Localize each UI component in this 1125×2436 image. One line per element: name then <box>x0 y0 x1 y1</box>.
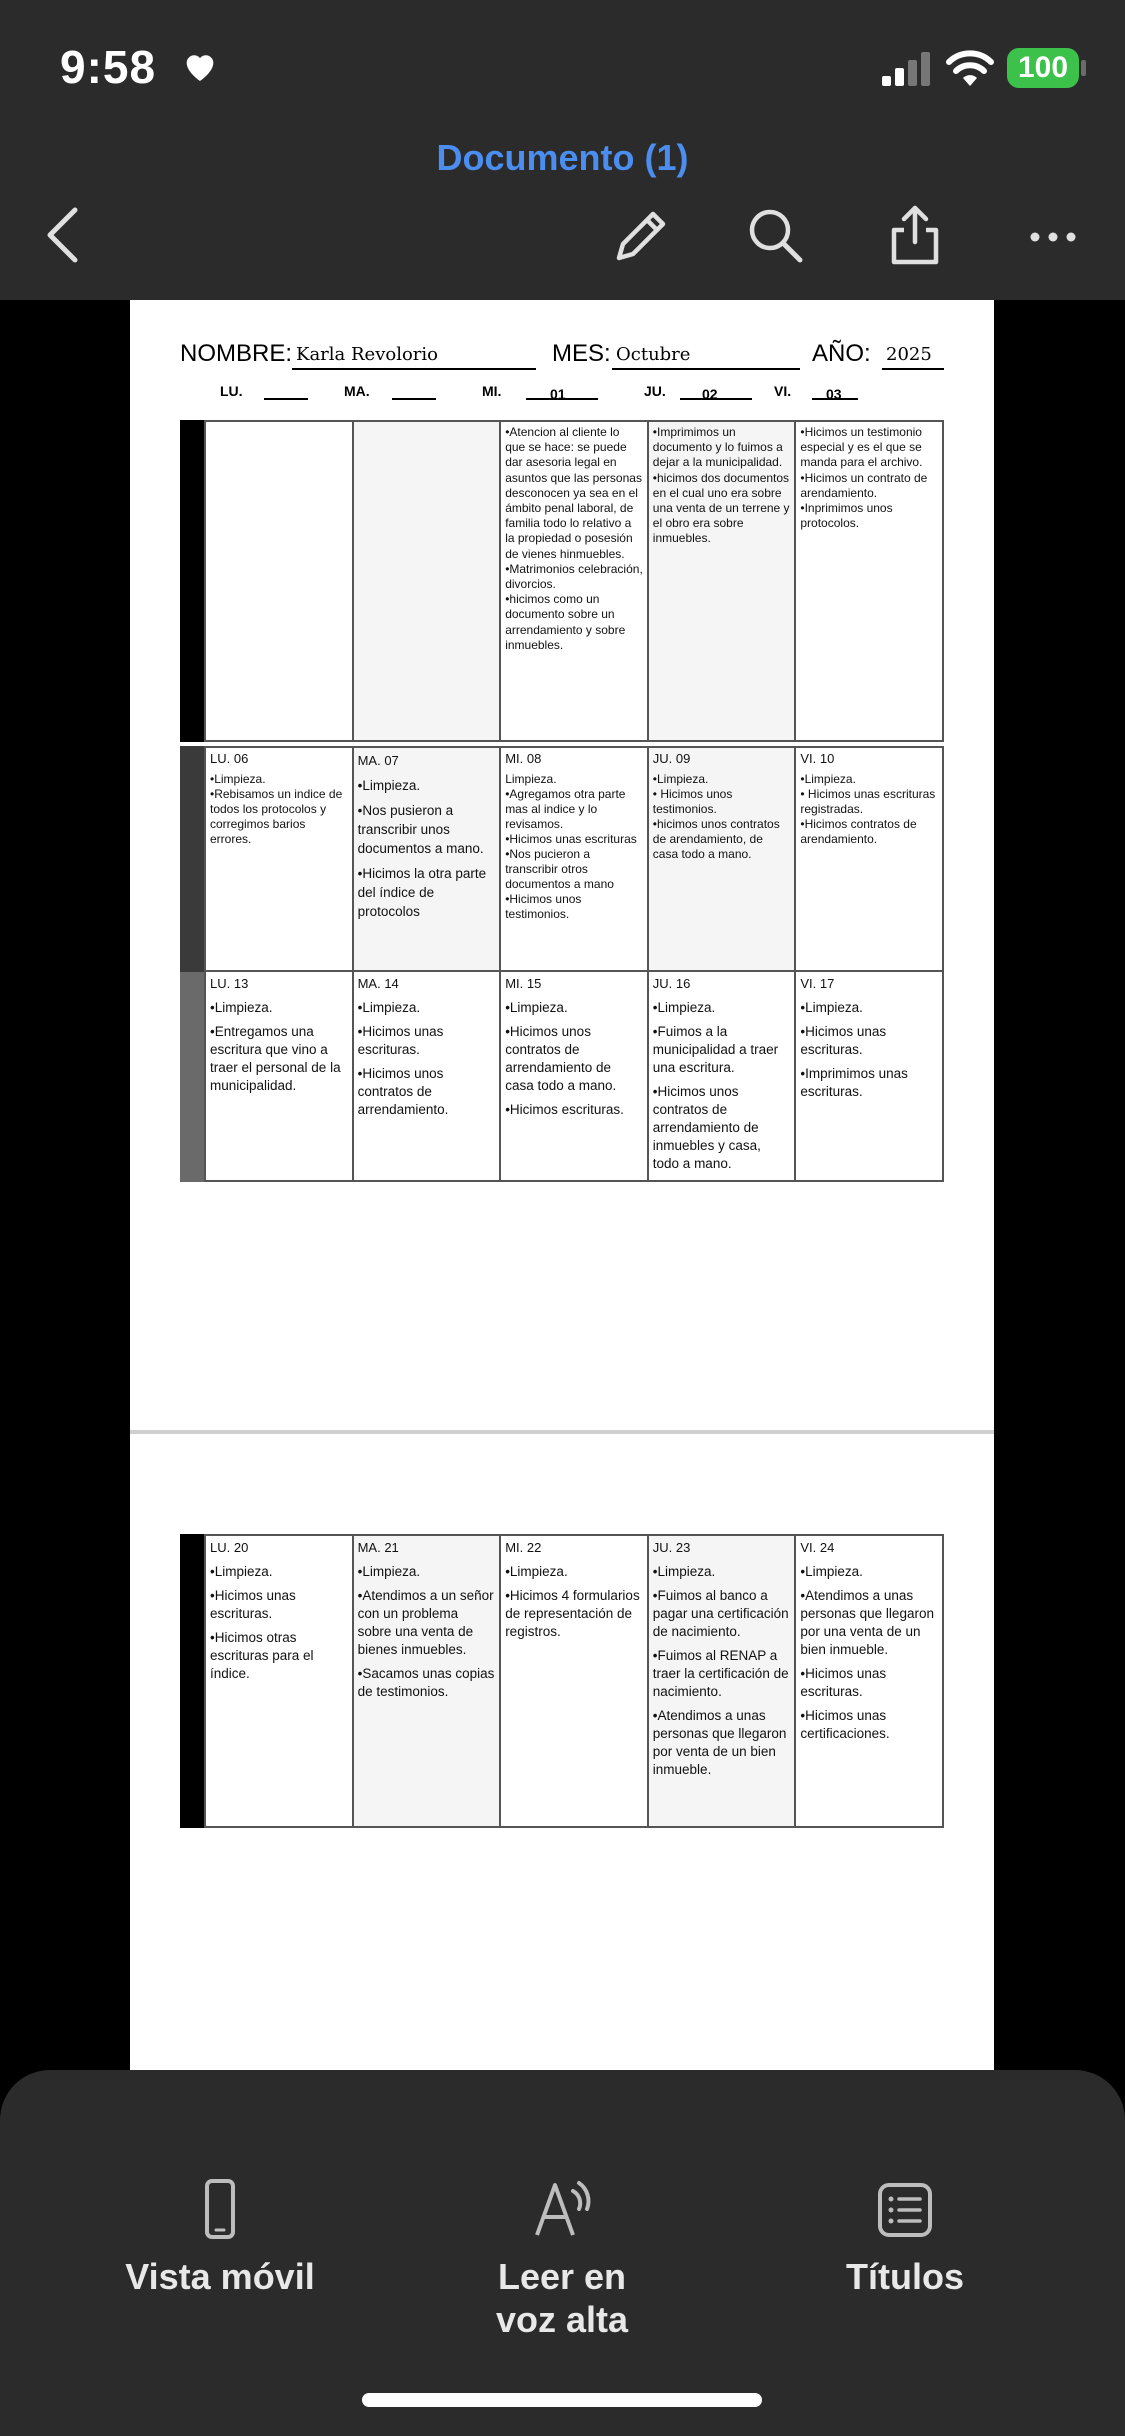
day-num-mi: 01 <box>550 386 566 402</box>
day-heading: LU. 20 <box>210 1540 249 1555</box>
day-label-ju: JU. <box>644 383 666 399</box>
day-heading: JU. 09 <box>652 751 691 766</box>
list-item: •Limpieza. <box>210 1000 273 1015</box>
document-title[interactable]: Documento (1) <box>436 137 689 178</box>
day-cell-mi <box>501 422 649 740</box>
cellular-signal-icon <box>880 50 934 86</box>
day-cell-vi <box>796 422 942 740</box>
read-aloud-label-line1: Leer en <box>497 2256 627 2297</box>
day-cell-ma <box>354 422 502 740</box>
day-heading: LU. 06 <box>210 751 249 766</box>
list-item: •Fuimos al banco a pagar una certificación de nacimiento. <box>652 1588 789 1639</box>
day-cell-mi <box>501 748 649 970</box>
day-label-ma: MA. <box>344 383 370 399</box>
day-heading: MA. 14 <box>357 976 399 991</box>
list-item: •Inprimimos unos protocolos. <box>800 501 893 531</box>
list-item: •Hicimos unas certificaciones. <box>800 1708 890 1741</box>
week-cells <box>204 972 944 1182</box>
pencil-edit-icon[interactable] <box>605 200 675 270</box>
week-row-2 <box>180 746 944 972</box>
list-item: •Hicimos unos testimonios. <box>505 892 582 921</box>
read-aloud-button[interactable] <box>412 2175 712 2341</box>
list-item: •Atencion al cliente lo que se hace: se puede dar asesoria legal en asuntos que las personas desconocen ya sea en el ámbito penal laboral, de familia todo lo relativo a la propiedad o posesión de vienes hinmuebles. <box>505 425 642 561</box>
battery-indicator: 100 <box>1007 48 1079 88</box>
nombre-value: Karla Revolorio <box>292 344 536 370</box>
list-item: •Hicimos unos contratos de arrendamiento. <box>357 1066 449 1117</box>
day-label-lu: LU. <box>220 383 243 399</box>
read-aloud-icon <box>527 2175 597 2245</box>
home-indicator[interactable] <box>362 2393 762 2407</box>
day-cell-ma <box>354 748 502 970</box>
day-cell-ju <box>649 422 797 740</box>
list-item: •Matrimonios celebración, divorcios. <box>505 561 643 592</box>
list-item: •hicimos como un documento sobre un arrendamiento y sobre inmuebles. <box>505 592 626 652</box>
day-num-ju: 02 <box>702 386 718 402</box>
headings-button[interactable] <box>755 2175 1055 2298</box>
list-item: •Limpieza. <box>652 1000 716 1015</box>
day-heading: LU. 13 <box>210 976 249 991</box>
day-cell-mi <box>501 1536 649 1826</box>
list-item: •Limpieza. <box>800 1000 863 1015</box>
week-bar <box>180 972 204 1182</box>
more-options-icon[interactable] <box>1020 200 1090 270</box>
list-item: •Limpieza. <box>210 1564 273 1579</box>
mes-value: Octubre <box>612 344 800 370</box>
day-cell-lu <box>206 1536 354 1826</box>
list-item: •Limpieza. <box>357 1000 421 1015</box>
day-cell-ju <box>649 972 797 1180</box>
week-bar <box>180 420 204 742</box>
week-cells <box>204 746 944 972</box>
day-heading: MA. 21 <box>357 1540 399 1555</box>
day-cell-ju <box>649 1536 797 1826</box>
bottom-action-sheet <box>0 2070 1125 2436</box>
phone-icon <box>185 2175 255 2245</box>
list-item: • Hicimos unas escrituras registradas. <box>800 787 936 816</box>
week-bar <box>180 1534 204 1828</box>
list-item: •Hicimos unas escrituras. <box>800 1024 887 1057</box>
mobile-view-label: Vista móvil <box>125 2256 315 2297</box>
list-item: •Nos pucieron a transcribir otros documentos a mano <box>505 847 614 891</box>
list-item: •Limpieza. <box>505 1564 568 1579</box>
document-page-2[interactable] <box>130 1434 994 2074</box>
day-cell-vi <box>796 1536 942 1826</box>
list-item: •Hicimos unas escrituras <box>505 832 637 846</box>
list-item: •Hicimos unas escrituras. <box>210 1588 296 1621</box>
list-item: •Imprimimos unas escrituras. <box>800 1066 908 1099</box>
heart-icon <box>180 46 220 86</box>
list-item: •Limpieza. <box>800 772 856 786</box>
day-heading: MA. 07 <box>357 753 399 768</box>
list-item: •Hicimos unas escrituras. <box>800 1666 887 1699</box>
list-item: •Fuimos a la municipalidad a traer una escritura. <box>652 1024 779 1075</box>
day-cell-ma <box>354 1536 502 1826</box>
anio-label: AÑO: <box>812 340 871 367</box>
list-item: •Limpieza. <box>652 1564 716 1579</box>
list-item: •Agregamos otra parte mas al indice y lo revisamos. <box>505 787 626 831</box>
list-item: •Limpieza. <box>210 772 266 786</box>
list-item: •Imprimimos un documento y lo fuimos a dejar a la municipalidad. <box>652 425 783 470</box>
list-item: •Hicimos escrituras. <box>505 1102 624 1117</box>
day-heading: MI. 15 <box>505 976 542 991</box>
day-cell-mi <box>501 972 649 1180</box>
week-bar <box>180 746 204 972</box>
nombre-label: NOMBRE: <box>180 340 293 367</box>
list-item: •Hicimos unos contratos de arrendamiento de inmuebles y casa, todo a mano. <box>652 1084 761 1171</box>
search-icon[interactable] <box>740 200 810 270</box>
day-line-lu <box>264 398 308 400</box>
list-item: •Nos pusieron a transcribir unos documentos a mano. <box>357 803 484 856</box>
status-time: 9:58 <box>60 41 157 93</box>
day-cell-vi <box>796 972 942 1180</box>
list-item: •Hicimos 4 formularios de representación de registros. <box>505 1588 640 1639</box>
day-heading: MI. 22 <box>505 1540 542 1555</box>
list-item: •Limpieza. <box>357 778 421 793</box>
mobile-view-button[interactable] <box>70 2175 370 2298</box>
day-cell-lu <box>206 972 354 1180</box>
list-item: •Sacamos unas copias de testimonios. <box>357 1666 495 1699</box>
top-toolbar <box>0 0 1125 300</box>
list-item: •Rebisamos un indice de todos los protocolos y corregimos barios errores. <box>210 787 343 846</box>
day-heading: VI. 10 <box>800 751 835 766</box>
list-item: Limpieza. <box>505 772 557 786</box>
list-item: •Hicimos un contrato de arendamiento. <box>800 470 928 500</box>
list-item: •Hicimos un testimonio especial y es el que se manda para el archivo. <box>800 425 923 470</box>
list-item: •hicimos unos contratos de arendamiento, de casa todo a mano. <box>652 817 780 861</box>
day-num-vi: 03 <box>826 386 842 402</box>
list-item: •Hicimos contratos de arendamiento. <box>800 817 917 846</box>
day-heading: VI. 24 <box>800 1540 835 1555</box>
document-page-1[interactable] <box>130 300 994 1430</box>
day-cell-ma <box>354 972 502 1180</box>
headings-list-icon <box>870 2175 940 2245</box>
anio-value: 2025 <box>882 344 944 370</box>
list-item: •Limpieza. <box>800 1564 863 1579</box>
headings-label: Títulos <box>846 2256 964 2297</box>
day-line-ma <box>392 398 436 400</box>
list-item: •Hicimos unos contratos de arrendamiento de casa todo a mano. <box>505 1024 617 1093</box>
list-item: •Limpieza. <box>357 1564 421 1579</box>
list-item: •Fuimos al RENAP a traer la certificación de nacimiento. <box>652 1648 789 1699</box>
week-cells <box>204 1534 944 1828</box>
mes-label: MES: <box>552 340 611 367</box>
week-row-4 <box>180 1534 944 1828</box>
list-item: •Hicimos unas escrituras. <box>357 1024 444 1057</box>
day-heading: MI. 08 <box>505 751 542 766</box>
list-item: •Atendimos a un señor con un problema sobre una venta de bienes inmuebles. <box>357 1588 494 1657</box>
day-cell-vi <box>796 748 942 970</box>
list-item: •Limpieza. <box>505 1000 568 1015</box>
day-cell-ju <box>649 748 797 970</box>
list-item: •Hicimos la otra parte del índice de protocolos <box>357 866 487 919</box>
day-cell-lu <box>206 422 354 740</box>
day-heading: JU. 16 <box>652 976 691 991</box>
battery-tip <box>1081 60 1086 76</box>
day-heading: JU. 23 <box>652 1540 691 1555</box>
list-item: •Atendimos a unas personas que llegaron por una venta de un bien inmueble. <box>800 1588 934 1657</box>
week-row-3 <box>180 972 944 1182</box>
day-label-vi: VI. <box>774 383 792 399</box>
day-cell-lu <box>206 748 354 970</box>
list-item: •Limpieza. <box>652 772 709 786</box>
share-icon[interactable] <box>880 200 950 270</box>
read-aloud-label-line2: voz alta <box>495 2299 629 2340</box>
list-item: •Hicimos otras escrituras para el índice. <box>210 1630 314 1681</box>
list-item: •hicimos dos documentos en el cual uno era sobre una venta de un terrene y el obro era sobre inmuebles. <box>652 470 790 546</box>
list-item: •Entregamos una escritura que vino a traer el personal de la municipalidad. <box>210 1024 341 1093</box>
day-label-mi: MI. <box>482 383 502 399</box>
wifi-icon <box>945 48 995 88</box>
week-cells <box>204 420 944 742</box>
back-chevron-icon[interactable] <box>30 200 100 270</box>
list-item: • Hicimos unos testimonios. <box>652 787 733 816</box>
day-heading: VI. 17 <box>800 976 835 991</box>
week-row-1 <box>180 420 944 742</box>
list-item: •Atendimos a unas personas que llegaron por venta de un bien inmueble. <box>652 1708 787 1777</box>
